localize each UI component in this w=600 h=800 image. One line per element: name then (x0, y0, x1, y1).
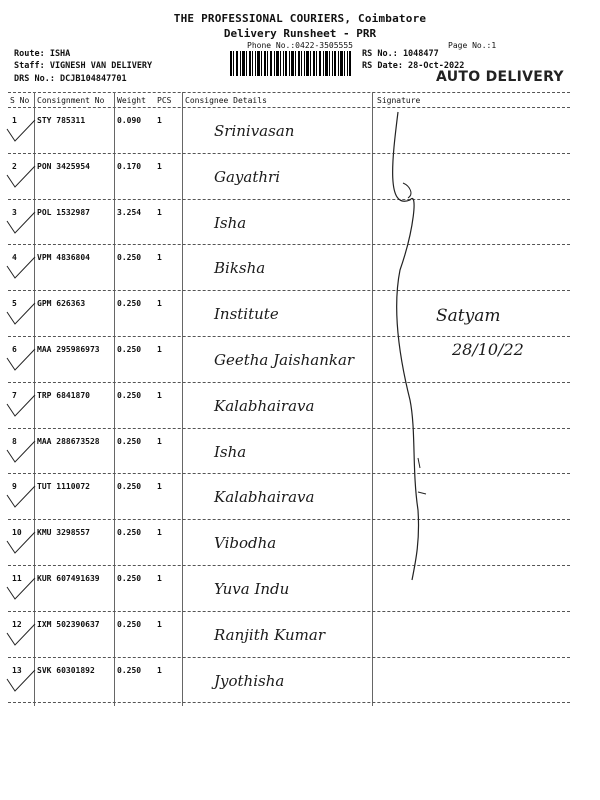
signature-name: Satyam (436, 306, 501, 326)
row-pcs: 1 (157, 528, 162, 538)
row-consignee-name: Srinivasan (214, 122, 295, 140)
col-sno: S No (10, 96, 30, 105)
row-consignee-name: Vibodha (214, 534, 277, 553)
row-consignee-name: Isha (214, 213, 247, 232)
row-consignee-name: Jyothisha (214, 671, 285, 690)
row-consignment-no: TRP 6841870 (37, 390, 90, 400)
row-consignment-no: POL 1532987 (37, 207, 90, 217)
row-consignee-name: Kalabhairava (214, 396, 315, 415)
row-sno: 4 (12, 253, 17, 263)
signature-stroke (393, 112, 419, 580)
row-pcs: 1 (157, 161, 162, 171)
row-sno: 3 (12, 207, 17, 217)
rs-number: RS No.: 1048477 (362, 49, 439, 59)
row-sno: 6 (12, 345, 17, 354)
row-consignment-no: VPM 4836804 (37, 253, 90, 263)
row-weight: 0.250 (117, 665, 142, 675)
row-consignment-no: SVK 60301892 (37, 665, 95, 675)
row-sno: 13 (12, 665, 22, 675)
row-sno: 2 (12, 161, 17, 171)
row-sno: 12 (12, 619, 22, 629)
row-consignment-no: KUR 607491639 (37, 574, 100, 583)
row-pcs: 1 (157, 253, 162, 263)
row-pcs: 1 (157, 299, 162, 309)
row-weight: 0.250 (117, 390, 142, 400)
row-weight: 0.170 (117, 161, 142, 171)
runsheet-title: Delivery Runsheet - PRR (223, 27, 377, 40)
auto-delivery-stamp: AUTO DELIVERY (436, 69, 564, 85)
row-pcs: 1 (157, 665, 162, 675)
row-weight: 0.250 (117, 574, 142, 583)
row-consignment-no: MAA 288673528 (37, 436, 100, 446)
row-consignee-name: Kalabhairava (214, 488, 315, 507)
col-weight: Weight (117, 96, 146, 105)
staff-label: Staff: VIGNESH VAN DELIVERY (14, 61, 153, 71)
row-pcs: 1 (157, 207, 162, 217)
row-pcs: 1 (157, 436, 162, 446)
row-weight: 0.250 (117, 436, 142, 446)
row-sno: 8 (12, 436, 17, 446)
row-consignee-name: Isha (214, 442, 247, 461)
row-sno: 9 (12, 482, 17, 492)
signature-stroke (418, 458, 426, 494)
row-pcs: 1 (157, 345, 162, 354)
row-consignee-name: Institute (214, 305, 279, 324)
signature-date: 28/10/22 (452, 340, 524, 359)
row-pcs: 1 (157, 482, 162, 492)
row-consignment-no: GPM 626363 (37, 299, 86, 309)
row-sno: 1 (12, 116, 17, 125)
row-consignment-no: PON 3425954 (37, 161, 90, 171)
row-sno: 10 (12, 528, 22, 538)
drs-number: DRS No.: DCJB104847701 (14, 74, 127, 84)
row-pcs: 1 (157, 619, 162, 629)
rs-date: RS Date: 28-Oct-2022 (362, 61, 465, 71)
row-consignee-name: Yuva Indu (214, 580, 290, 598)
row-weight: 0.250 (117, 482, 142, 492)
company-name: THE PROFESSIONAL COURIERS, Coimbatore (173, 12, 427, 25)
row-consignee-name: Gayathri (214, 167, 280, 186)
row-weight: 0.250 (117, 253, 142, 263)
row-consignment-no: TUT 1110072 (37, 482, 90, 492)
page-number: Page No.:1 (448, 41, 497, 50)
col-consignee: Consignee Details (185, 96, 267, 105)
row-consignment-no: KMU 3298557 (37, 528, 90, 538)
signature-stroke (403, 183, 411, 198)
row-weight: 0.250 (117, 299, 142, 309)
phone-number: Phone No.:0422-3505555 (247, 41, 353, 50)
row-consignment-no: STY 785311 (37, 116, 86, 125)
route-label: Route: ISHA (14, 49, 71, 59)
row-weight: 3.254 (117, 207, 142, 217)
row-weight: 0.250 (117, 528, 142, 538)
row-consignee-name: Geetha Jaishankar (214, 351, 355, 369)
col-signature: Signature (377, 96, 421, 105)
row-consignee-name: Biksha (214, 259, 266, 278)
row-weight: 0.250 (117, 345, 142, 354)
row-pcs: 1 (157, 574, 162, 583)
row-consignee-name: Ranjith Kumar (214, 625, 326, 644)
row-pcs: 1 (157, 390, 162, 400)
row-consignment-no: MAA 295986973 (37, 345, 100, 354)
col-consignment: Consignment No (37, 96, 105, 105)
row-weight: 0.250 (117, 619, 142, 629)
row-sno: 11 (12, 574, 22, 583)
row-sno: 7 (12, 390, 17, 400)
row-weight: 0.090 (117, 116, 142, 125)
row-consignment-no: IXM 502390637 (37, 619, 100, 629)
col-pcs: PCS (157, 96, 172, 105)
row-pcs: 1 (157, 116, 162, 125)
row-sno: 5 (12, 299, 17, 309)
